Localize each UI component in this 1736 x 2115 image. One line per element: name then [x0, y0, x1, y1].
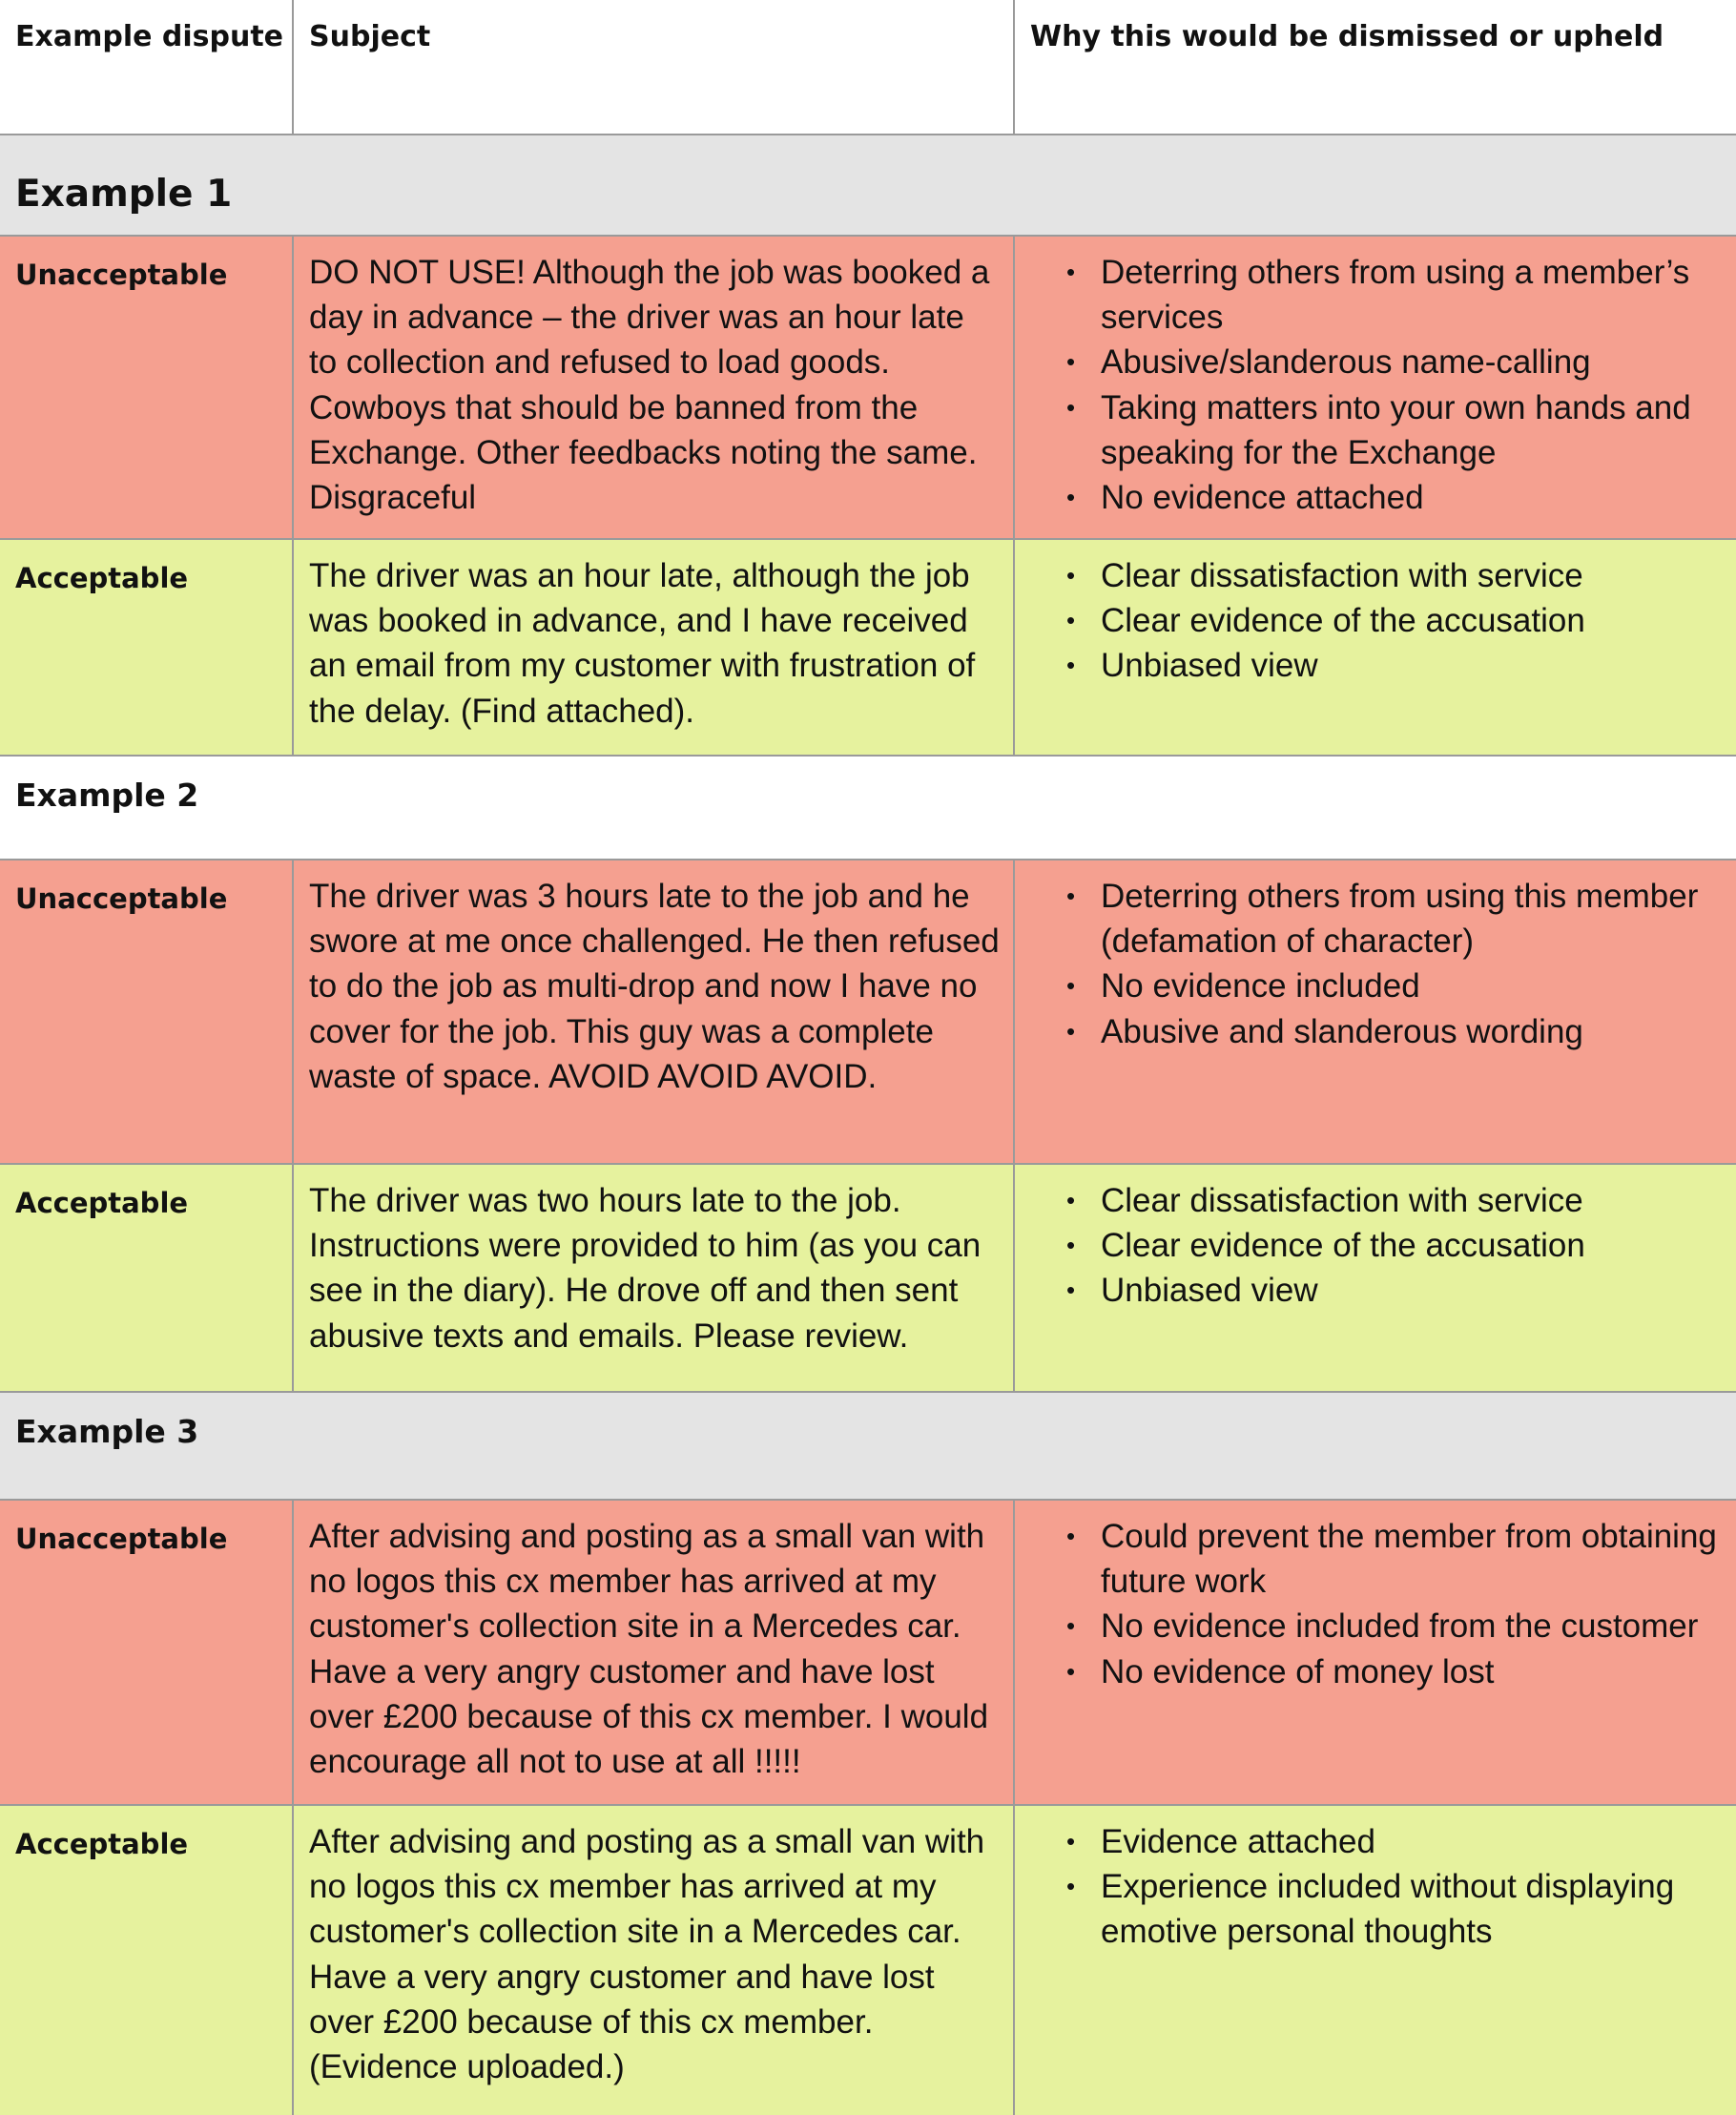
reasons-list: [1015, 250, 1726, 520]
section-title: Example 3: [0, 1392, 1736, 1500]
table-header-row: [0, 0, 1736, 135]
reason-item: • No evidence attached: [1015, 475, 1726, 520]
example-1-acceptable-row: [0, 539, 1736, 756]
example-2-acceptable-row: [0, 1164, 1736, 1392]
reason-item: • Taking matters into your own hands and speaking for the Exchange: [1015, 385, 1726, 475]
reason-item: • Experience included without displaying emotive personal thoughts: [1015, 1864, 1726, 1954]
example-1-unacceptable-row: [0, 236, 1736, 539]
example-2-unacceptable-row: [0, 860, 1736, 1164]
reasons-list: [1015, 1178, 1726, 1314]
reason-item: • Deterring others from using this member (defamation of character): [1015, 874, 1726, 964]
reason-item: • Evidence attached: [1015, 1819, 1726, 1864]
example-3-unacceptable-row: [0, 1500, 1736, 1805]
verdict-label: Acceptable: [0, 1164, 293, 1392]
subject-text: After advising and posting as a small van with no logos this cx member has arrived at my customer's collection site in a Mercedes car. Have a very angry customer and have lost over £200 because of this cx member. (Evidence uploaded.): [293, 1805, 1014, 2115]
reason-item: • Abusive/slanderous name-calling: [1015, 340, 1726, 384]
reasons-cell: [1014, 1805, 1736, 2115]
reason-item: • Unbiased view: [1015, 643, 1726, 688]
section-title: Example 2: [0, 756, 1736, 860]
section-row-example-3: [0, 1392, 1736, 1500]
subject-text: The driver was two hours late to the job. Instructions were provided to him (as you can see in the diary). He drove off and then sent abusive texts and emails. Please review.: [293, 1164, 1014, 1392]
reason-item: • Deterring others from using a member’s services: [1015, 250, 1726, 340]
reason-item: • Clear dissatisfaction with service: [1015, 553, 1726, 598]
reason-item: • Unbiased view: [1015, 1268, 1726, 1313]
reason-item: • Clear dissatisfaction with service: [1015, 1178, 1726, 1223]
column-header-why: Why this would be dismissed or upheld: [1014, 0, 1736, 135]
section-row-example-2: [0, 756, 1736, 860]
reasons-list: [1015, 553, 1726, 689]
reason-item: • Abusive and slanderous wording: [1015, 1009, 1726, 1054]
verdict-label: Acceptable: [0, 1805, 293, 2115]
reasons-cell: [1014, 539, 1736, 756]
section-row-example-1: [0, 135, 1736, 236]
verdict-label: Unacceptable: [0, 1500, 293, 1805]
reason-item: • Could prevent the member from obtaining future work: [1015, 1514, 1726, 1604]
example-3-acceptable-row: [0, 1805, 1736, 2115]
subject-text: DO NOT USE! Although the job was booked a day in advance – the driver was an hour late to collection and refused to load goods. Cowboys that should be banned from the Exchange. Other feedbacks noting the same. Disgraceful: [293, 236, 1014, 539]
reasons-cell: [1014, 1500, 1736, 1805]
reasons-list: [1015, 1819, 1726, 1955]
column-header-subject: Subject: [293, 0, 1014, 135]
section-title: Example 1: [0, 135, 1736, 236]
reasons-cell: [1014, 236, 1736, 539]
subject-text: The driver was an hour late, although the job was booked in advance, and I have received an email from my customer with frustration of the delay. (Find attached).: [293, 539, 1014, 756]
reason-item: • Clear evidence of the accusation: [1015, 598, 1726, 643]
reason-item: • No evidence included from the customer: [1015, 1604, 1726, 1648]
subject-text: The driver was 3 hours late to the job and he swore at me once challenged. He then refused to do the job as multi-drop and now I have no cover for the job. This guy was a complete waste of space. AVOID AVOID AVOID.: [293, 860, 1014, 1164]
verdict-label: Unacceptable: [0, 860, 293, 1164]
reason-item: • No evidence included: [1015, 964, 1726, 1008]
reasons-list: [1015, 874, 1726, 1054]
reason-item: • No evidence of money lost: [1015, 1649, 1726, 1694]
verdict-label: Acceptable: [0, 539, 293, 756]
reason-item: • Clear evidence of the accusation: [1015, 1223, 1726, 1268]
reasons-cell: [1014, 1164, 1736, 1392]
reasons-cell: [1014, 860, 1736, 1164]
subject-text: After advising and posting as a small van with no logos this cx member has arrived at my customer's collection site in a Mercedes car. Have a very angry customer and have lost over £200 because of this cx member. I would encourage all not to use at all !!!!!: [293, 1500, 1014, 1805]
reasons-list: [1015, 1514, 1726, 1694]
column-header-example-dispute: Example dispute: [0, 0, 293, 135]
verdict-label: Unacceptable: [0, 236, 293, 539]
